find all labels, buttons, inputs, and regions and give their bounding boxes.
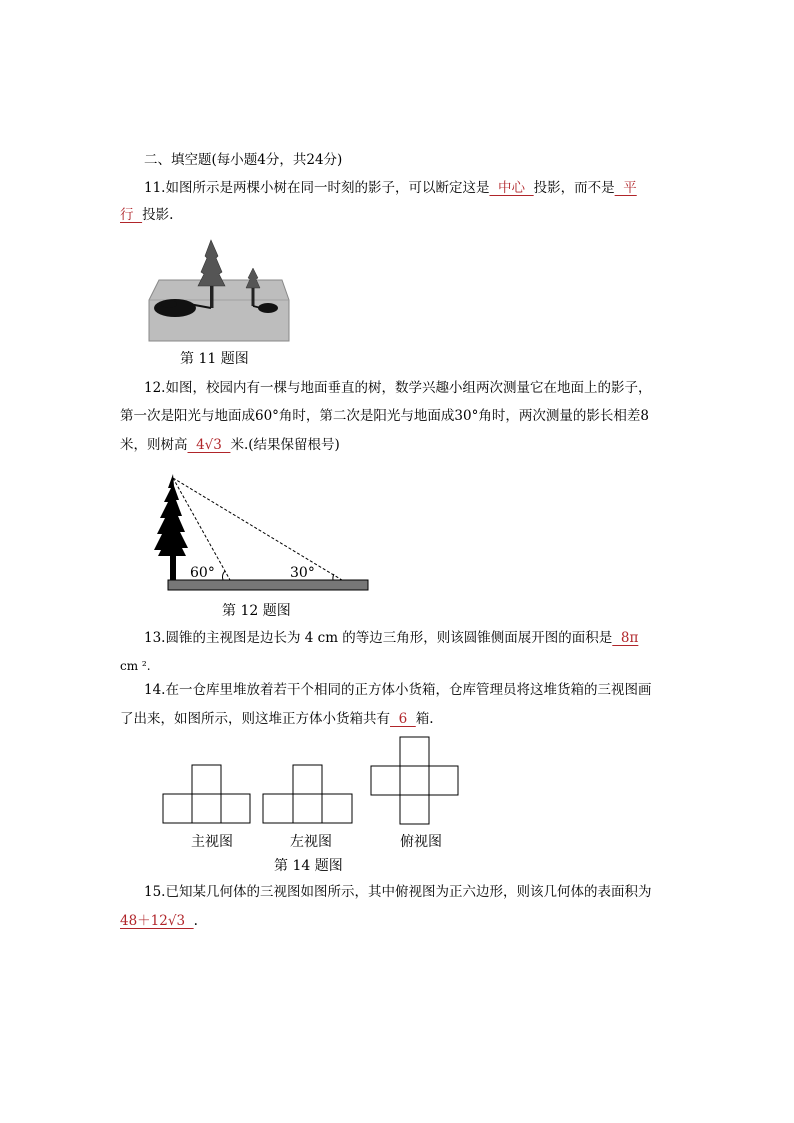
angle-arc-30 <box>333 574 334 580</box>
question-11-line-1 <box>144 179 637 197</box>
question-14-line-2 <box>120 710 434 728</box>
q14-view-label-left: 左视图 <box>290 834 332 850</box>
tall-tree <box>154 474 188 580</box>
q11-answer-2-part2: 行 <box>120 207 143 223</box>
q13-answer: 8π <box>612 630 639 646</box>
q14-top-view <box>371 736 461 826</box>
question-12-line-1: 12.如图，校园内有一棵与地面垂直的树，数学兴趣小组两次测量它在地面上的影子， <box>144 380 652 396</box>
question-14-line-1: 14.在一仓库里堆放着若干个相同的正方体小货箱，仓库管理员将这堆货箱的三视图画 <box>144 682 652 698</box>
q11-caption: 第 11 题图 <box>180 351 249 367</box>
q12-figure <box>150 470 370 595</box>
q11-answer-1: 中心 <box>489 180 534 196</box>
q15-answer: 48＋12√3 <box>120 913 194 929</box>
q12-line-3-a: 米，则树高 <box>120 437 188 453</box>
q14-line-2-b: 箱. <box>415 711 434 727</box>
q12-answer: 4√3 <box>187 437 231 453</box>
ground-bar <box>168 580 368 590</box>
q11-answer-2-part1: 平 <box>614 180 637 196</box>
question-12-line-3 <box>120 436 340 454</box>
q14-view-label-front: 主视图 <box>191 834 233 850</box>
angle-label-60: 60° <box>190 565 215 581</box>
q14-front-view <box>163 764 253 824</box>
angle-label-30: 30° <box>290 565 315 581</box>
q11-text-a: 11.如图所示是两棵小树在同一时刻的影子，可以断定这是 <box>144 180 490 196</box>
q12-line-3-b: 米.(结果保留根号) <box>230 437 340 453</box>
question-12-line-2: 第一次是阳光与地面成60°角时，第二次是阳光与地面成30°角时，两次测量的影长相差8 <box>120 408 649 424</box>
angle-arc-60 <box>223 571 225 580</box>
question-15-line-2 <box>120 912 198 930</box>
q15-end: . <box>193 913 198 929</box>
q14-left-view <box>263 764 355 824</box>
q14-answer: 6 <box>390 711 416 727</box>
q14-line-2-a: 了出来，如图所示，则这堆正方体小货箱共有 <box>120 711 390 727</box>
q11-figure <box>149 238 289 348</box>
q12-caption: 第 12 题图 <box>222 603 291 619</box>
question-13-line-1 <box>144 629 638 647</box>
q14-view-label-top: 俯视图 <box>400 834 442 850</box>
q13-line-1-text: 13.圆锥的主视图是边长为 4 cm 的等边三角形，则该圆锥侧面展开图的面积是 <box>144 630 613 646</box>
section-title: 二、填空题(每小题4分，共24分) <box>144 152 343 168</box>
question-13-line-2: cm ². <box>120 659 151 673</box>
q11-text-b: 投影，而不是 <box>533 180 615 196</box>
q14-caption: 第 14 题图 <box>274 858 343 874</box>
question-15-line-1: 15.已知某几何体的三视图如图所示，其中俯视图为正六边形，则该几何体的表面积为 <box>144 884 652 900</box>
question-11-line-2 <box>120 206 173 224</box>
q11-text-c: 投影. <box>142 207 174 223</box>
